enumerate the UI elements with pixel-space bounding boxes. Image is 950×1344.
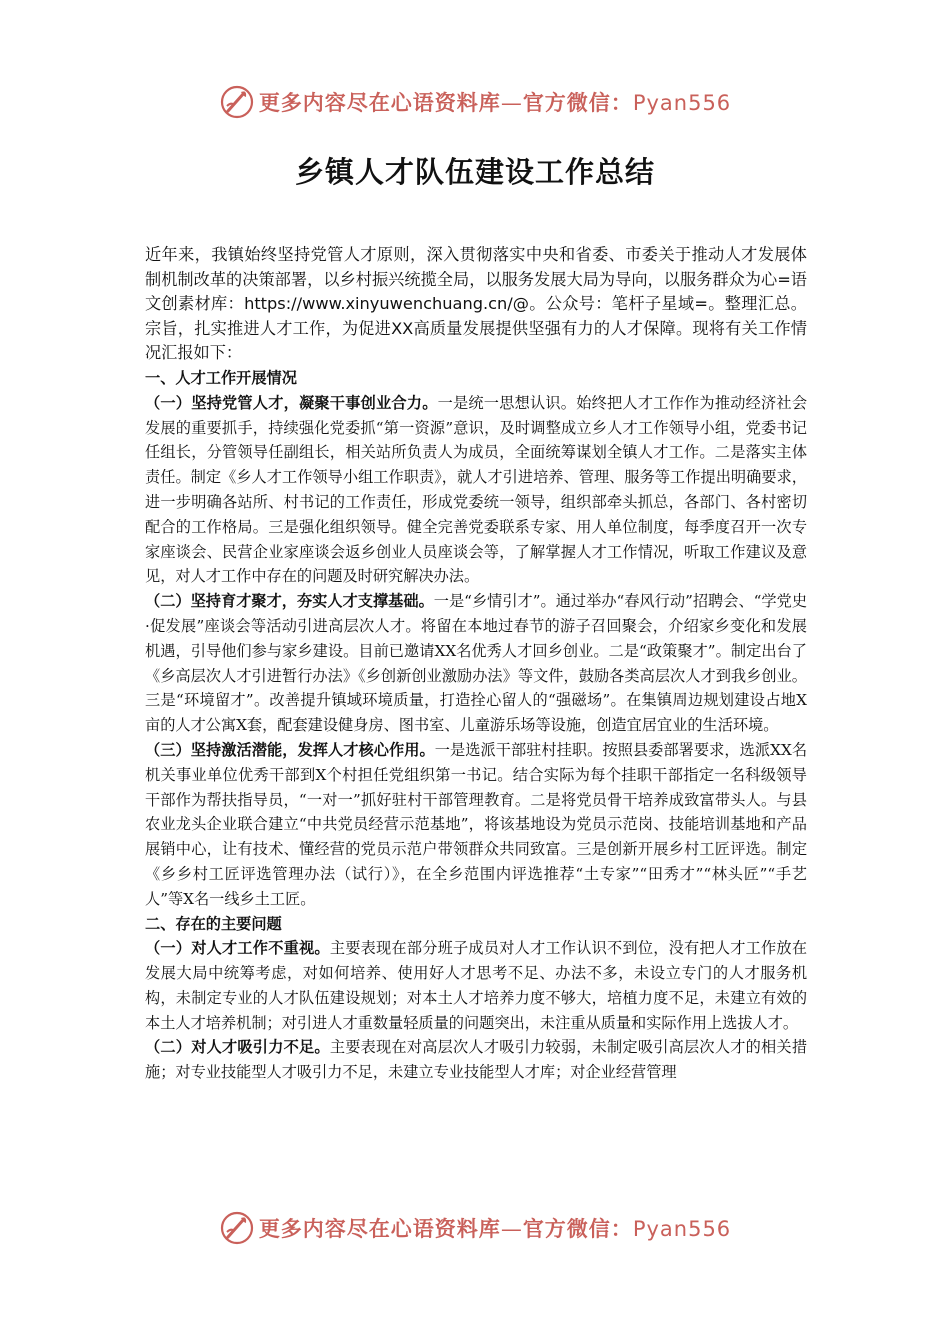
banner-text: 更多内容尽在心语资料库—官方微信：Pyan556: [258, 1217, 732, 1241]
lead-paragraph: 近年来，我镇始终坚持党管人才原则，深入贯彻落实中央和省委、市委关于推动人才发展体制机制改革的决策部署，以乡村振兴统揽全局，以服务发展大局为导向，以服务群众为心=语文创素材库：https://www.xinyuwenchuang.cn/@。公众号：笔杆子星域=。整理汇总。宗旨，扎实推进人才工作，为促进XX高质量发展提供坚强有力的人才保障。现将有关工作情况汇报如下：: [145, 245, 807, 363]
document-title: 乡镇人才队伍建设工作总结: [294, 155, 655, 189]
paragraph: [145, 936, 807, 1035]
paragraph: [145, 391, 807, 589]
paragraph-text: 一是“乡情引才”。通过举办“春风行动”招聘会、“学党史·促发展”座谈会等活动引进高层次人才。将留在本地过春节的游子召回聚会，介绍家乡变化和发展机遇，引导他们参与家乡建设。目前已邀请XX名优秀人才回乡创业。二是“政策聚才”。制定出台了《乡高层次人才引进暂行办法》《乡创新创业激励办法》等文件，鼓励各类高层次人才到我乡创业。三是“环境留才”。改善提升镇域环境质量，打造拴心留人的“强磁场”。在集镇周边规划建设占地X亩的人才公寓X套，配套建设健身房、图书室、儿童游乐场等设施，创造宜居宜业的生活环境。: [145, 592, 808, 735]
footer-banner: [0, 1208, 950, 1248]
header-banner: [0, 82, 950, 122]
paragraph-lead: （一）坚持党管人才，凝聚干事创业合力。: [145, 393, 438, 412]
paragraph-text: 一是统一思想认识。始终把人才工作作为推动经济社会发展的重要抓手，持续强化党委抓“第一资源”意识，及时调整成立乡人才工作领导小组，党委书记任组长，分管领导任副组长，相关站所负责人为成员，全面统筹谋划全镇人才工作。二是落实主体责任。制定《乡人才工作领导小组工作职责》，就人才引进培养、管理、服务等工作提出明确要求，进一步明确各站所、村书记的工作责任，形成党委统一领导，组织部牵头抓总，各部门、各村密切配合的工作格局。三是强化组织领导。健全完善党委联系专家、用人单位制度，每季度召开一次专家座谈会、民营企业家座谈会返乡创业人员座谈会等，了解掌握人才工作情况，听取工作建议及意见，对人才工作中存在的问题及时研究解决办法。: [145, 393, 808, 586]
paragraph: [145, 738, 807, 912]
brush-logo-icon: [219, 84, 255, 120]
paragraph-lead: （三）坚持激活潜能，发挥人才核心作用。: [145, 740, 435, 759]
paragraph-text: 主要表现在部分班子成员对人才工作认识不到位，没有把人才工作放在发展大局中统筹考虑，对如何培养、使用好人才思考不足、办法不多，未设立专门的人才服务机构，未制定专业的人才队伍建设规划；对本土人才培养力度不够大，培植力度不足，未建立有效的本土人才培养机制；对引进人才重数量轻质量的问题突出，未注重从质量和实际作用上选拔人才。: [145, 939, 808, 1032]
paragraph-text: 主要表现在对高层次人才吸引力较弱，未制定吸引高层次人才的相关措施；对专业技能型人才吸引力不足，未建立专业技能型人才库；对企业经营管理: [145, 1038, 808, 1082]
paragraph: [145, 589, 807, 738]
banner-text: 更多内容尽在心语资料库—官方微信：Pyan556: [258, 91, 732, 115]
paragraph-text: 一是选派干部驻村挂职。按照县委部署要求，选派XX名机关事业单位优秀干部到X个村担任党组织第一书记。结合实际为每个挂职干部指定一名科级领导干部作为帮扶指导员，“一对一”抓好驻村干部管理教育。二是将党员骨干培养成致富带头人。与县农业龙头企业联合建立“中共党员经营示范基地”，将该基地设为党员示范岗、技能培训基地和产品展销中心，让有技术、懂经营的党员示范户带领群众共同致富。三是创新开展乡村工匠评选。制定《乡乡村工匠评选管理办法（试行）》，在全乡范围内评选推荐“土专家”“田秀才”“林头匠”“手艺人”等X名一线乡土工匠。: [145, 740, 808, 908]
paragraph: [145, 1035, 807, 1085]
brush-logo-icon: [219, 1210, 255, 1246]
document-body: [145, 243, 807, 1085]
section-heading: 二、存在的主要问题: [145, 914, 282, 933]
paragraph-lead: （一）对人才工作不重视。: [145, 939, 330, 958]
section-heading: 一、人才工作开展情况: [145, 368, 297, 387]
paragraph-lead: （二）对人才吸引力不足。: [145, 1038, 330, 1057]
paragraph-lead: （二）坚持育才聚才，夯实人才支撑基础。: [145, 592, 434, 611]
